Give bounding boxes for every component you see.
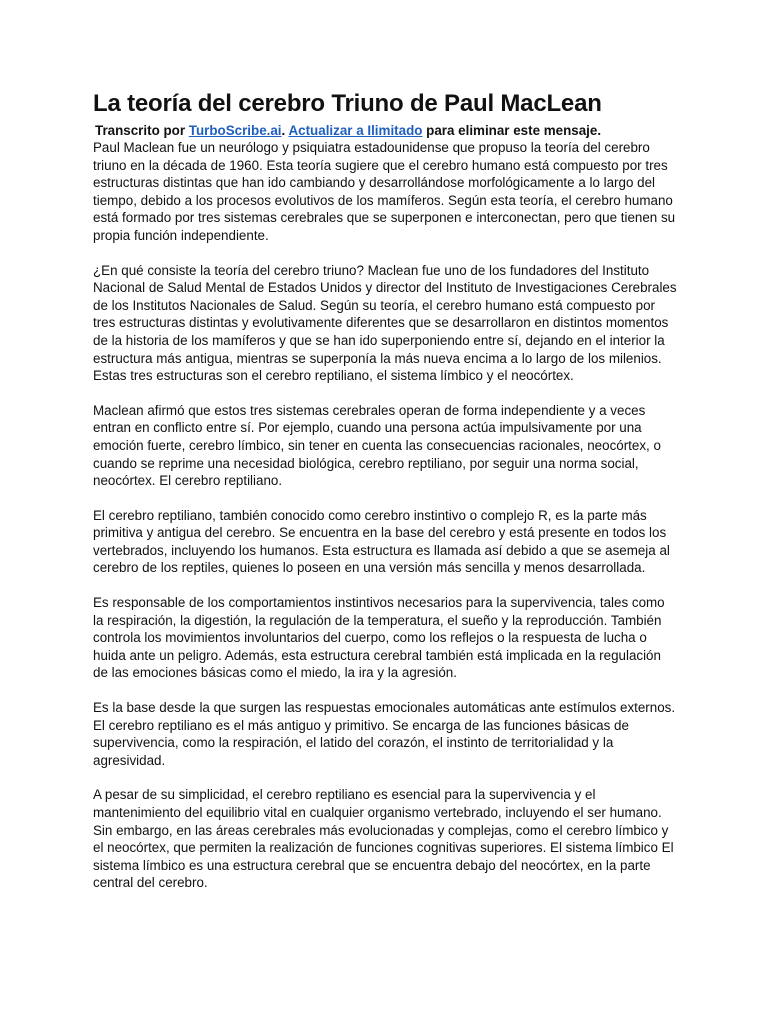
paragraph-3: Maclean afirmó que estos tres sistemas cerebrales operan de forma independiente y a veces entran en conflicto entre sí. Por ejemplo, cuando una persona actúa impulsivamente por una emoción fuerte, cerebro límbico, sin tener en cuenta las consecuencias racionales, neocórtex, o cuando se reprime una necesidad biológica, cerebro reptiliano, por seguir una norma social, neocórtex. El cerebro reptiliano. [93, 402, 661, 489]
transcription-separator: . [281, 123, 289, 138]
paragraph-4: El cerebro reptiliano, también conocido como cerebro instintivo o complejo R, es la parte más primitiva y antigua del cerebro. Se encuentra en la base del cerebro y está presente en todos los vertebrados, incluyendo los humanos. Esta estructura es llamada así debido a que se asemeja al cerebro de los reptiles, quienes lo poseen en una versión más sencilla y menos desarrollada. [93, 507, 670, 576]
paragraph-5: Es responsable de los comportamientos instintivos necesarios para la supervivencia, tales como la respiración, la digestión, la regulación de la temperatura, el sueño y la reproducción. También controla los movimientos involuntarios del cuerpo, como los reflejos o la respuesta de lucha o huida ante un peligro. Además, esta estructura cerebral también está implicada en la regulación de las emociones básicas como el miedo, la ira y la agresión. [93, 595, 665, 681]
document-page [93, 88, 677, 909]
transcription-suffix: para eliminar este mensaje. [422, 123, 602, 138]
paragraph-2: ¿En qué consiste la teoría del cerebro triuno? Maclean fue uno de los fundadores del Instituto Nacional de Salud Mental de Estados Unidos y director del Instituto de Investigaciones Cerebrales de los Institutos Nacionales de Salud. Según su teoría, el cerebro humano está compuesto por tres estructuras distintas y evolutivamente diferentes que se desarrollaron en distintos momentos de la historia de los mamíferos y que se han ido superponiendo entre sí, dejando en el interior la estructura más antigua, mientras se superponía la más nueva encima a lo largo de los milenios. Estas tres estructuras son el cerebro reptiliano, el sistema límbico y el neocórtex. [93, 262, 677, 384]
paragraph-6: Es la base desde la que surgen las respuestas emocionales automáticas ante estímulos externos. El cerebro reptiliano es el más antiguo y primitivo. Se encarga de las funciones básicas de supervivencia, como la respiración, el latido del corazón, el instinto de territorialidad y la agresividad. [93, 700, 676, 768]
paragraph-1: Paul Maclean fue un neurólogo y psiquiatra estadounidense que propuso la teoría del cerebro triuno en la década de 1960. Esta teoría sugiere que el cerebro humano está compuesto por tres estructuras distintas que han ido cambiando y desarrollándose morfológicamente a lo largo del tiempo, debido a los procesos evolutivos de los mamíferos. Según esta teoría, el cerebro humano está formado por tres sistemas cerebrales que se superponen e interconectan, pero que tienen su propia función independiente. [93, 140, 676, 243]
transcription-prefix: Transcrito por [95, 123, 189, 138]
transcription-notice [95, 122, 677, 139]
paragraph-7: A pesar de su simplicidad, el cerebro reptiliano es esencial para la supervivencia y el mantenimiento del equilibrio vital en cualquier organismo vertebrado, incluyendo el ser humano. Sin embargo, en las áreas cerebrales más evolucionadas y complejas, como el cerebro límbico y el neocórtex, que permiten la realización de funciones cognitivas superiores. El sistema límbico El sistema límbico es una estructura cerebral que se encuentra debajo del neocórtex, en la parte central del cerebro. [93, 787, 674, 891]
upgrade-link[interactable]: Actualizar a Ilimitado [288, 123, 423, 138]
document-title: La teoría del cerebro Triuno de Paul MacLean [93, 90, 602, 117]
turboscribe-link[interactable]: TurboScribe.ai [188, 123, 282, 138]
